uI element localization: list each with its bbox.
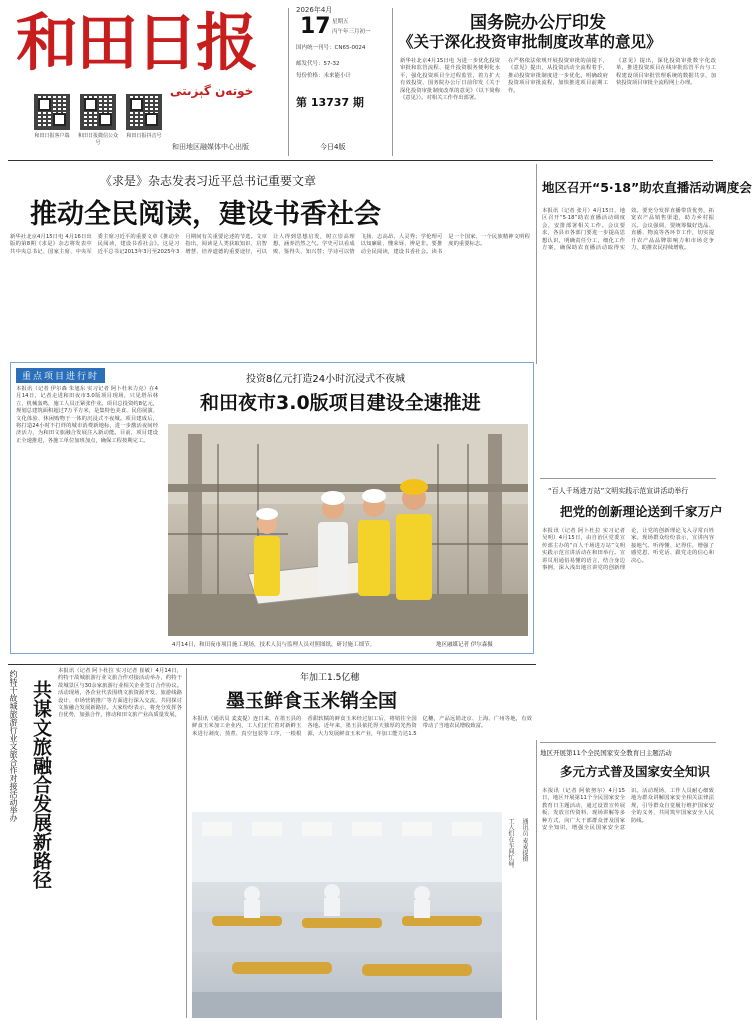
construction-scene-illustration [168,424,528,636]
lead-title: 推动全民阅读，建设书香社会 [30,199,381,230]
date-day: 17 [300,14,331,39]
side-one-title: 地区召开“5·18”助农直播活动调度会 [542,180,752,195]
jade-photo-credit: 通讯员 麦麦提摄 [521,818,528,862]
top-story-body-a: 新华社北京4月15日电 为进一步优化投资审批和监管流程、提升投资服务便利化水平，强化投资项目全过程监管，着力扩大有效投资，国务院办公厅日前印发《关于深化投资审批制度改革的意见》（以下简称《意见》）。对相关工作作出部署。 [400,58,500,102]
top-story-body-c: 《意见》提出，深化投资审批数字化改革，推进投资项目在线审批监管平台与工程建设项目审批管理系统的数据共享，加快投资项目审批全流程网上办理。 [616,58,716,87]
knowledge-kicker: 地区开展第11个全民国家安全教育日主题活动 [540,749,672,757]
jade-photo[interactable] [192,812,502,1018]
issue-number: 第 13737 期 [296,96,364,109]
newspaper-logo: 和田日报 [16,6,257,79]
side-two-kicker: “百人千场进万站”文明实践示范宣讲活动举行 [548,487,689,495]
culture-body: 本报讯（记者 阿卜杜拉 实习记者 崔敏）4月14日，约特干故城旅游行业文旅合作对接活动举办，约特干故城景区与30余家旅游行业相关企业签订合作协议。活动现场，各企业代表围绕文旅资源开发、旅游线路设计、市场营销推广等方面进行深入交流，共同探讨文旅融合发展新路径。大家纷纷表示，将充分发挥各自优势，加强合作，推动和田文旅产业高质量发展。 [58,668,182,719]
jade-title: 墨玉鲜食玉米销全国 [226,690,398,712]
feature-kicker: 投资8亿元打造24小时沉浸式不夜城 [246,374,406,385]
feature-photo[interactable] [168,424,528,636]
side-one-body: 本报讯（记者 张月）4月15日，地区召开“5·18”助农直播活动调度会，安排部署相关工作。会议要求，各县市各部门要进一步提高思想认识，明确责任分工，细化工作方案，确保助农直播活动取得实效。要充分发挥直播带货优势，拓宽农产品销售渠道，助力乡村振兴。会议强调，要统筹做好选品、直播、物流等各环节工作，切实提升农产品品牌影响力和市场竞争力，助推农民持续增收。 [542,208,714,252]
qr-label-douyin: 和田日报抖音号 [126,133,162,139]
qr-code-douyin[interactable] [126,94,162,130]
page-count: 今日4版 [320,143,346,151]
knowledge-body: 本报讯（记者 阿依努尔）4月15日，地区开展第11个全民国家安全教育日主题活动，通过设置宣传展板、发放宣传资料、现场讲解等多种方式，向广大干部群众普及国家安全知识，增强全民国家安全意识。活动现场，工作人员耐心细致地为群众讲解国家安全相关法律法规，引导群众自觉履行维护国家安全的义务，共同筑牢国家安全人民防线。 [542,788,714,832]
side-two-title: 把党的创新理论送到千家万户 [560,504,723,519]
weekday: 星期五 [332,19,349,25]
jade-caption: 工人们在车间忙碌。 [507,818,514,872]
jade-kicker: 年加工1.5亿穗 [300,673,360,683]
lunar-date: 丙午年三月初一 [332,29,371,35]
post-code: 邮发代号：57-32 [296,61,340,67]
lead-body: 新华社北京4月15日电 4月16日出版的第8期《求是》杂志将发表中共中央总书记、国家主席、中央军委主席习近平的重要文章《推动全民阅读，建设书香社会》。这是习近平总书记2013年3月至2025年3月期间有关重要论述的节选。文章指出，阅读是人类获取知识、启智增慧、培养道德的重要途径，可以让人得到思想启发，树立崇高理想，涵养浩然之气。学史可以看成败、鉴得失、知兴替；学诗可以情飞扬、志高昂、人灵秀；学伦理可以知廉耻、懂荣辱、辨是非。要推动全民阅读，建设书香社会。读书是一个国家、一个民族精神文明程度的重要标志。 [10,234,530,255]
qr-code-app[interactable] [34,94,70,130]
top-story-body-b: 在严格依法依规开展投资审批的前提下，《意见》提出，从投资活动全流程着手，推动投资审批制度进一步优化。明确政府投资项目审批流程，加快推进项目前期工作。 [508,58,608,94]
qr-label-app: 和田日报客户端 [34,133,70,139]
qr-label-wechat: 和田日报微信公众号 [77,133,118,146]
feature-label: 重点项目进行时 [16,368,105,383]
side-two-body: 本报讯（记者 阿卜杜拉 实习记者 吴明）4月15日，由自治区党委宣传部主办的“百人千场进万站”文明实践示范宣讲活动在和田举行。宣讲员用通俗易懂的语言，结合身边事例，深入浅出地宣讲党的创新理论，让党的创新理论飞入寻常百姓家。现场群众纷纷表示，宣讲内容接地气、听得懂、记得住，增强了感党恩、听党话、跟党走的信心和决心。 [542,528,714,572]
top-story-title-1: 国务院办公厅印发 [470,13,606,33]
qr-code-wechat[interactable] [80,94,116,130]
feature-title: 和田夜市3.0版项目建设全速推进 [200,392,481,414]
feature-body: 本报讯（记者 伊尔森 朱旭东 实习记者 阿卜杜米力克）在4月14日，记者走进和田夜市3.0版项目现场，只见塔吊林立，机械轰鸣，施工人员正紧张作业。项目总投资约8亿元，规划总建筑面积超过7万平方米，是集特色美食、民俗展演、文化体验、休闲购物于一体的沉浸式不夜城。项目建成后，将打造24小时不打烊的城市消费新地标，进一步激活夜间经济活力，为和田文旅融合发展注入新动能。目前，项目建设正全速推进，各施工单位加班加点，确保工程按期完工。 [16,386,158,444]
feature-caption: 4月14日，和田夜市项目施工现场，技术人员与监理人员对照图纸，研讨施工细节。 [172,642,376,648]
jade-body: 本报讯（通讯员 麦麦提）连日来，在墨玉县的鲜食玉米加工企业内，工人们正忙着对新鲜玉米进行剥皮、蒸煮、真空包装等工序，一根根香甜软糯的鲜食玉米经过加工后，将销往全国各地。近年来，墨玉县依托得天独厚的光热资源，大力发展鲜食玉米产业，年加工能力达1.5亿穗，产品远销北京、上海、广州等地，有效带动了当地农民增收致富。 [192,716,532,737]
knowledge-title: 多元方式普及国家安全知识 [560,764,711,779]
price: 每份价格：未来能小计 [296,73,352,79]
feature-photo-credit: 地区融媒记者 伊尔森摄 [436,642,493,648]
date-line: 2026年4月 [296,6,333,14]
newspaper-logo-uyghur: خوتەن گېزىتى [170,84,254,98]
publisher-line: 和田地区融媒体中心出版 [172,143,249,151]
top-story-title-2: 《关于深化投资审批制度改革的意见》 [398,33,662,51]
lead-kicker: 《求是》杂志发表习近平总书记重要文章 [100,174,317,188]
cn-number: 国内统一刊号：CN65-0024 [296,45,366,51]
culture-title: 共谋文旅融合发展新路径 [30,680,52,889]
factory-scene-illustration [192,812,502,1018]
culture-subtitle: 约特干故城旅游行业文旅合作对接活动举办 [9,670,18,822]
